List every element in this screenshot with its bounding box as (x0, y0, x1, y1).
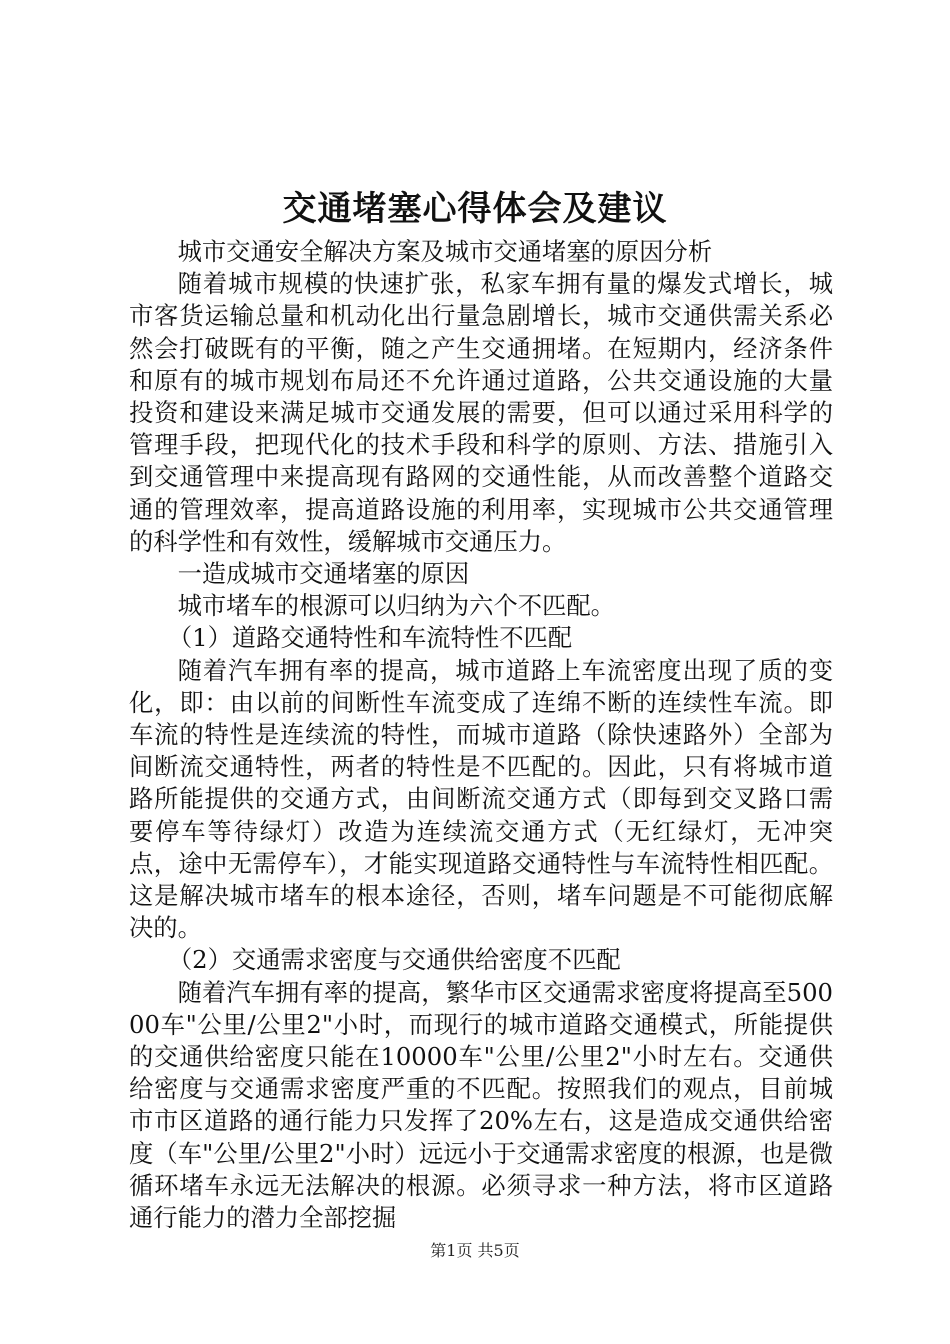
subheading-1: （1）道路交通特性和车流特性不匹配 (167, 623, 573, 653)
paragraph-2: 随着汽车拥有率的提高，繁华市区交通需求密度将提高至50000车"公里/公里2"小时，而现行的城市道路交通模式，所能提供的交通供给密度只能在10000车"公里/公里2"小时左右。交通供给密度与交通需求密度严重的不匹配。按照我们的观点，目前城市市区道路的通行能力只发挥了20%左右，这是造成交通供给密度（车"公里/公里2"小时）远远小于交通需求密度的根源，也是微循环堵车永远无法解决的根源。必须寻求一种方法，将市区道路通行能力的潜力全部挖掘 (129, 977, 833, 1233)
document-title: 交通堵塞心得体会及建议 (282, 189, 668, 229)
section-heading-causes: 一造成城市交通堵塞的原因 (177, 559, 470, 589)
paragraph-subtitle: 城市交通安全解决方案及城市交通堵塞的原因分析 (177, 237, 713, 266)
document-body (129, 236, 833, 1234)
subheading-2: （2）交通需求密度与交通供给密度不匹配 (167, 945, 621, 975)
paragraph-1: 随着汽车拥有率的提高，城市道路上车流密度出现了质的变化，即：由以前的间断性车流变成了连绵不断的连续性车流。即车流的特性是连续流的特性，而城市道路（除快速路外）全部为间断流交通特性，两者的特性是不匹配的。因此，只有将城市道路所能提供的交通方式，由间断流交通方式（即每到交叉路口需要停车等待绿灯）改造为连续流交通方式（无红绿灯，无冲突点，途中无需停车），才能实现道路交通特性与车流特性相匹配。这是解决城市堵车的根本途径，否则，堵车问题是不可能彻底解决的。 (129, 655, 833, 943)
paragraph-six-mismatches: 城市堵车的根源可以归纳为六个不匹配。 (177, 591, 615, 621)
page-footer: 第1页 共5页 (430, 1241, 520, 1260)
paragraph-intro: 随着城市规模的快速扩张，私家车拥有量的爆发式增长，城市客货运输总量和机动化出行量急剧增长，城市交通供需关系必然会打破既有的平衡，随之产生交通拥堵。在短期内，经济条件和原有的城市规划布局还不允许通过道路，公共交通设施的大量投资和建设来满足城市交通发展的需要，但可以通过采用科学的管理手段，把现代化的技术手段和科学的原则、方法、措施引入到交通管理中来提高现有路网的交通性能，从而改善整个道路交通的管理效率，提高道路设施的利用率，实现城市公共交通管理的科学性和有效性，缓解城市交通压力。 (129, 269, 833, 556)
